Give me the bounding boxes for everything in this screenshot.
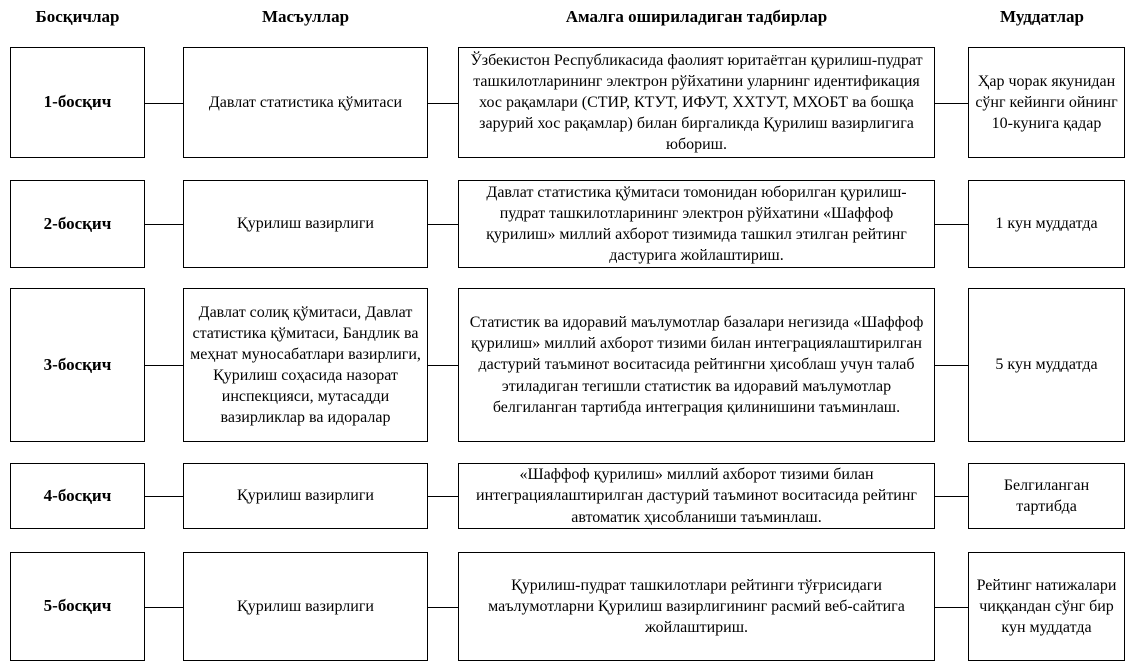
connector-line [145, 607, 183, 608]
stage-box-4: 4-босқич [10, 463, 145, 529]
stage-box-3: 3-босқич [10, 288, 145, 442]
column-header-deadlines: Муддатлар [1000, 7, 1084, 26]
process-row-1 [0, 47, 1134, 158]
responsible-box-5: Қурилиш вазирлиги [183, 552, 428, 661]
stage-box-5: 5-босқич [10, 552, 145, 661]
deadline-box-5: Рейтинг натижалари чиққандан сўнг бир кун муддатда [968, 552, 1125, 661]
connector-line [428, 103, 458, 104]
stage-box-1: 1-босқич [10, 47, 145, 158]
connector-line [935, 224, 968, 225]
column-header-stages: Босқичлар [35, 7, 120, 26]
connector-line [428, 224, 458, 225]
deadline-box-3: 5 кун муддатда [968, 288, 1125, 442]
connector-line [145, 103, 183, 104]
deadline-box-1: Ҳар чорак якунидан сўнг кейинги ойнинг 10-кунига қадар [968, 47, 1125, 158]
activity-box-5: Қурилиш-пудрат ташкилотлари рейтинги тўғрисидаги маълумотларни Қурилиш вазирлигининг расмий веб-сайтига жойлаштириш. [458, 552, 935, 661]
activity-box-2: Давлат статистика қўмитаси томонидан юборилган қурилиш-пудрат ташкилотларининг электрон рўйхатини «Шаффоф қурилиш» миллий ахборот тизимида ташкил этилган рейтинг дастурига жойлаштириш. [458, 180, 935, 268]
connector-line [935, 496, 968, 497]
stage-box-2: 2-босқич [10, 180, 145, 268]
activity-box-3: Статистик ва идоравий маълумотлар базалари негизида «Шаффоф қурилиш» миллий ахборот тизими билан интеграциялаштирилган дастурий таъминот воситасида рейтингни ҳисоблаш учун талаб этиладиган тегишли статистик ва идоравий маълумотлар белгиланган тартибда интеграция қилинишини таъминлаш. [458, 288, 935, 442]
process-row-5 [0, 552, 1134, 661]
connector-line [428, 496, 458, 497]
connector-line [145, 224, 183, 225]
process-row-4 [0, 463, 1134, 529]
connector-line [428, 607, 458, 608]
connector-line [145, 496, 183, 497]
process-row-3 [0, 288, 1134, 442]
connector-line [428, 365, 458, 366]
connector-line [935, 607, 968, 608]
responsible-box-1: Давлат статистика қўмитаси [183, 47, 428, 158]
responsible-box-2: Қурилиш вазирлиги [183, 180, 428, 268]
activity-box-1: Ўзбекистон Республикасида фаолият юритаётган қурилиш-пудрат ташкилотларининг электрон рўйхатини уларнинг идентификация хос рақамлари (СТИР, КТУТ, ИФУТ, ХХТУТ, МХОБТ ва бошқа зарурий хос рақамлар) билан биргаликда Қурилиш вазирлигига юбориш. [458, 47, 935, 158]
responsible-box-3: Давлат солиқ қўмитаси, Давлат статистика қўмитаси, Бандлик ва меҳнат муносабатлари вазирлиги, Қурилиш соҳасида назорат инспекцияси, мутасадди вазирликлар ва идоралар [183, 288, 428, 442]
connector-line [935, 365, 968, 366]
connector-line [145, 365, 183, 366]
deadline-box-4: Белгиланган тартибда [968, 463, 1125, 529]
connector-line [935, 103, 968, 104]
responsible-box-4: Қурилиш вазирлиги [183, 463, 428, 529]
column-header-responsibles: Масъуллар [261, 7, 350, 26]
deadline-box-2: 1 кун муддатда [968, 180, 1125, 268]
process-row-2 [0, 180, 1134, 268]
activity-box-4: «Шаффоф қурилиш» миллий ахборот тизими билан интеграциялаштирилган дастурий таъминот воситасида рейтинг автоматик ҳисобланиши таъминлаш. [458, 463, 935, 529]
column-header-activities: Амалга ошириладиган тадбирлар [565, 7, 828, 26]
